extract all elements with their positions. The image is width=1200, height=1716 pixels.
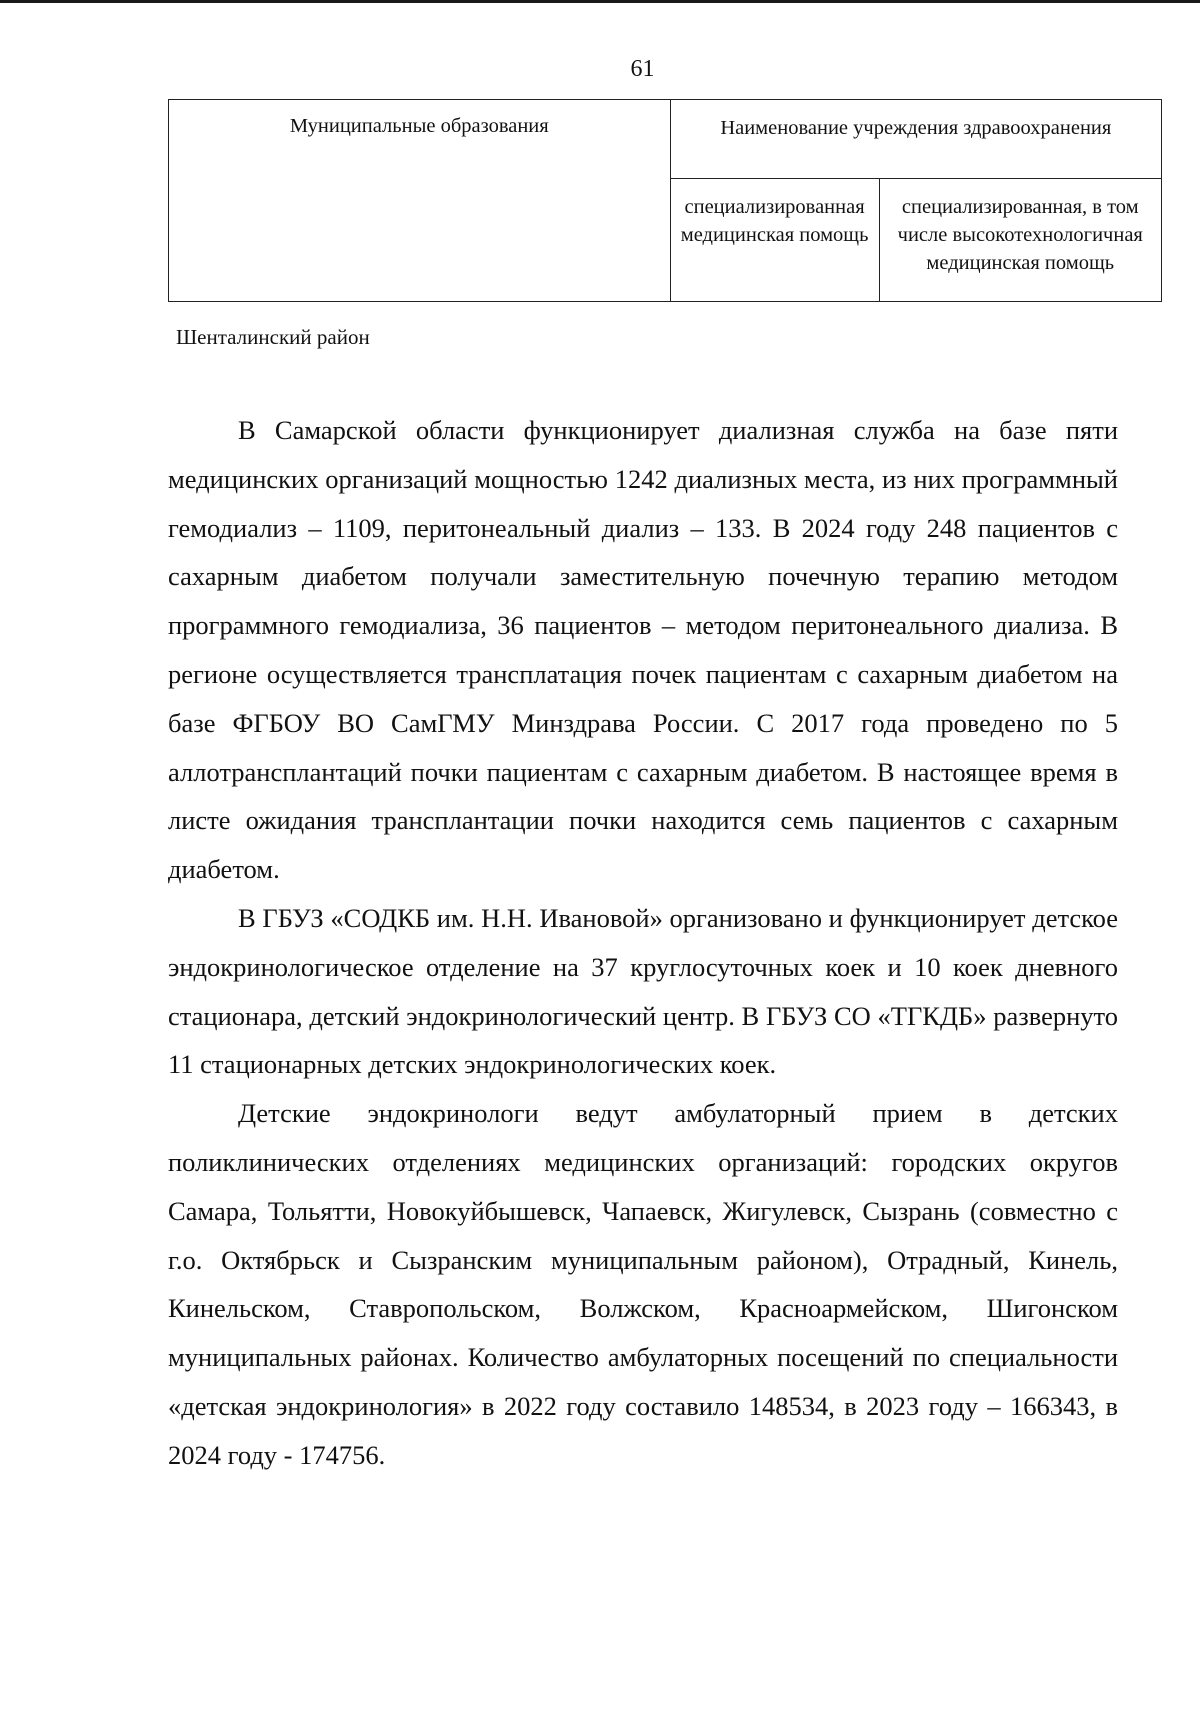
column-header-municipal: Муниципальные образования bbox=[169, 100, 671, 302]
top-border bbox=[0, 0, 1200, 3]
subheader-specialized: специализированная медицинская помощь bbox=[670, 179, 879, 302]
page-number: 61 bbox=[630, 56, 655, 82]
header-table bbox=[168, 99, 1162, 302]
table-header-row bbox=[169, 100, 1162, 179]
subheader-high-tech: специализированная, в том числе высокотехнологичная медицинская помощь bbox=[879, 179, 1161, 302]
paragraph: В ГБУЗ «СОДКБ им. Н.Н. Ивановой» организовано и функционирует детское эндокринологическое отделение на 37 круглосуточных коек и 10 коек дневного стационара, детский эндокринологический центр. В ГБУЗ СО «ТГКДБ» развернуто 11 стационарных детских эндокринологических коек. bbox=[168, 902, 1118, 1080]
district-label: Шенталинский район bbox=[176, 325, 370, 349]
paragraph: В Самарской области функционирует диализная служба на базе пяти медицинских организаций мощностью 1242 диализных места, из них программный гемодиализ – 1109, перитонеальный диализ – 133. В 2024 году 248 пациентов с сахарным диабетом получали заместительную почечную терапию методом программного гемодиализа, 36 пациентов – методом перитонеального диализа. В регионе осуществляется трансплатация почек пациентам с сахарным диабетом на базе ФГБОУ ВО СамГМУ Минздрава России. С 2017 года проведено по 5 аллотрансплантаций почки пациентам с сахарным диабетом. В настоящее время в листе ожидания трансплантации почки находится семь пациентов с сахарным диабетом. bbox=[168, 415, 1118, 885]
column-header-institution: Наименование учреждения здравоохранения bbox=[670, 100, 1161, 179]
paragraph: Детские эндокринологи ведут амбулаторный прием в детских поликлинических отделениях медицинских организаций: городских округов Самара, Тольятти, Новокуйбышевск, Чапаевск, Жигулевск, Сызрань (совместно с г.о. Октябрьск и Сызранским муниципальным районом), Отрадный, Кинель, Кинельском, Ставропольском, Волжском, Красноармейском, Шигонском муниципальных районах. Количество амбулаторных посещений по специальности «детская эндокринология» в 2022 году составило 148534, в 2023 году – 166343, в 2024 году - 174756. bbox=[168, 1098, 1118, 1470]
body-text bbox=[168, 406, 1118, 1480]
